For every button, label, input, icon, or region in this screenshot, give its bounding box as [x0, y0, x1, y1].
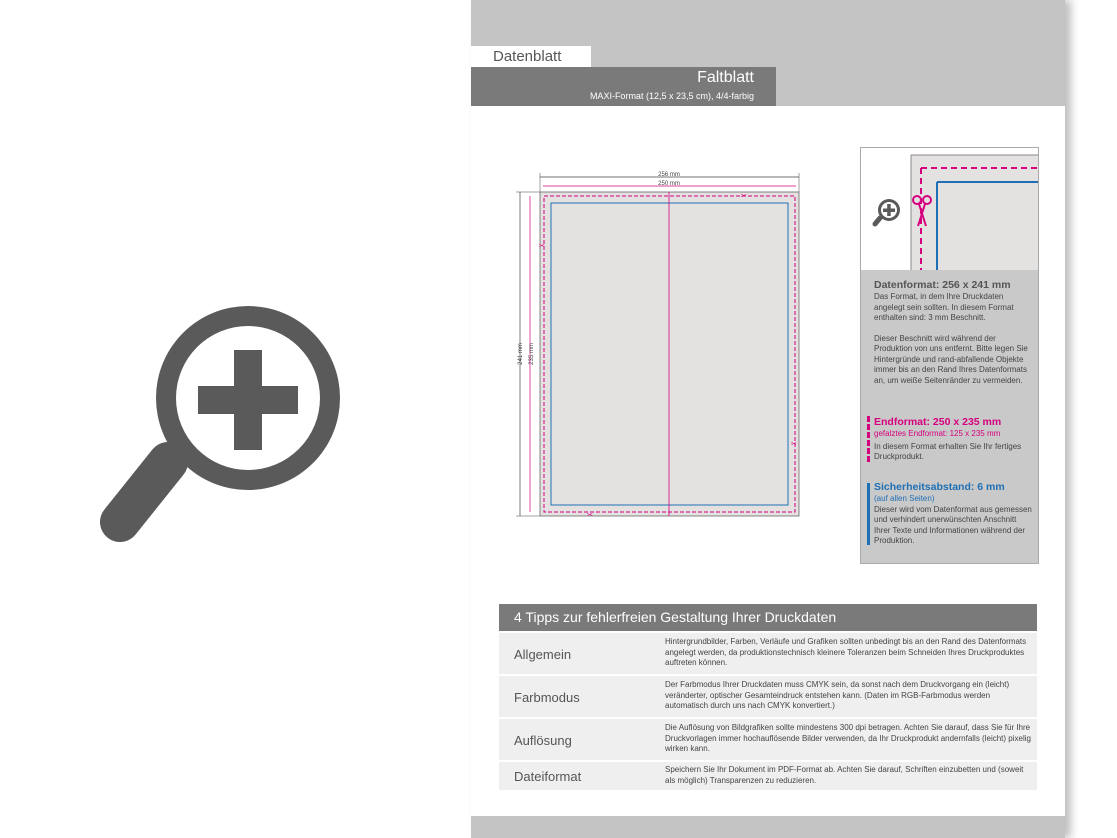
- tip-label: Dateiformat: [514, 769, 582, 784]
- tips-header: 4 Tipps zur fehlerfreien Gestaltung Ihrer Druckdaten: [499, 604, 1037, 631]
- tip-text: Der Farbmodus Ihrer Druckdaten muss CMYK sein, da sonst nach dem Druckvorgang ein (leicht) veränderter, optischer Gesamteindruck entstehen kann. (Daten im RGB-Farbmodus werden automatisch durch uns nach CMYK konvertiert.): [665, 680, 1010, 710]
- data-format-area: [540, 192, 799, 516]
- tip-row: [499, 719, 1037, 760]
- safety-block: [874, 481, 1034, 547]
- product-title: Faltblatt: [697, 69, 754, 86]
- tip-text: Hintergrundbilder, Farben, Verläufe und Grafiken sollten unbedingt bis an den Rand des Datenformats angelegt werden, da produktionstechnisch kleinere Toleranzen beim Schneiden Ihres Druckproduktes auftreten können.: [665, 637, 1027, 667]
- svg-text:✂: ✂: [741, 193, 747, 200]
- sheet-footer-band: [471, 816, 1065, 838]
- data-format-block: [874, 279, 1034, 386]
- data-format-title: Datenformat: 256 x 241 mm: [874, 279, 1011, 291]
- product-subtitle: MAXI-Format (12,5 x 23,5 cm), 4/4-farbig: [589, 91, 754, 101]
- tip-text: Speichern Sie Ihr Dokument im PDF-Format ab. Achten Sie darauf, Schriften einzubetten und (soweit als möglich) Transparenzen zu reduzieren.: [665, 765, 1024, 785]
- tip-row: [499, 633, 1037, 674]
- height-outer-label: 241 mm: [518, 343, 524, 365]
- format-info-panel: [860, 147, 1039, 564]
- end-format-subtitle: gefalztes Endformat: 125 x 235 mm: [874, 429, 1001, 438]
- width-outer-label: 256 mm: [658, 172, 680, 178]
- height-inner-label: 235 mm: [529, 343, 535, 365]
- tips-table: [499, 604, 1037, 790]
- end-format-title: Endformat: 250 x 235 mm: [874, 416, 1002, 428]
- tip-row: [499, 762, 1037, 790]
- data-format-text: Das Format, in dem Ihre Druckdaten angelegt sein sollten. In diesem Format enthalten sind: 3 mm Beschnitt.: [874, 292, 1014, 322]
- svg-text:✂: ✂: [539, 243, 545, 250]
- zoom-in-icon[interactable]: [871, 196, 903, 228]
- tip-label: Allgemein: [514, 647, 572, 662]
- corner-preview: [861, 148, 1038, 270]
- width-inner-label: 250 mm: [658, 181, 680, 187]
- zoom-in-icon[interactable]: [100, 290, 360, 550]
- end-format-block: [874, 416, 1034, 463]
- safety-text: Dieser wird vom Datenformat aus gemessen und verhindert unerwünschten Anschnitt Ihrer Texte und Informationen während der Produktion.: [874, 504, 1032, 545]
- tip-label: Farbmodus: [514, 690, 580, 705]
- safety-title: Sicherheitsabstand: 6 mm: [874, 481, 1005, 493]
- format-diagram: [511, 168, 811, 524]
- end-format-text: In diesem Format erhalten Sie Ihr fertiges Druckprodukt.: [874, 441, 1022, 461]
- safety-subtitle: (auf allen Seiten): [874, 494, 935, 503]
- title-bar: [471, 67, 776, 106]
- tip-text: Die Auflösung von Bildgrafiken sollte mindestens 300 dpi betragen. Achten Sie darauf, dass Sie für Ihre Druckvorlagen immer hochauflösende Bilder verwenden, da Ihr Druckprodukt andernfalls (leicht) pixelig wirken kann.: [665, 723, 1031, 753]
- bleed-text: Dieser Beschnitt wird während der Produktion von uns entfernt. Bitte legen Sie Hintergründe und rand-abfallende Objekte immer bis an den Rand Ihres Datenformats an, um weiße Seitenränder zu vermeiden.: [874, 333, 1028, 385]
- tip-label: Auflösung: [514, 733, 572, 748]
- sheet-tab-label: Datenblatt: [471, 46, 591, 67]
- svg-text:✂: ✂: [791, 441, 797, 448]
- svg-text:✂: ✂: [587, 512, 593, 519]
- tip-row: [499, 676, 1037, 717]
